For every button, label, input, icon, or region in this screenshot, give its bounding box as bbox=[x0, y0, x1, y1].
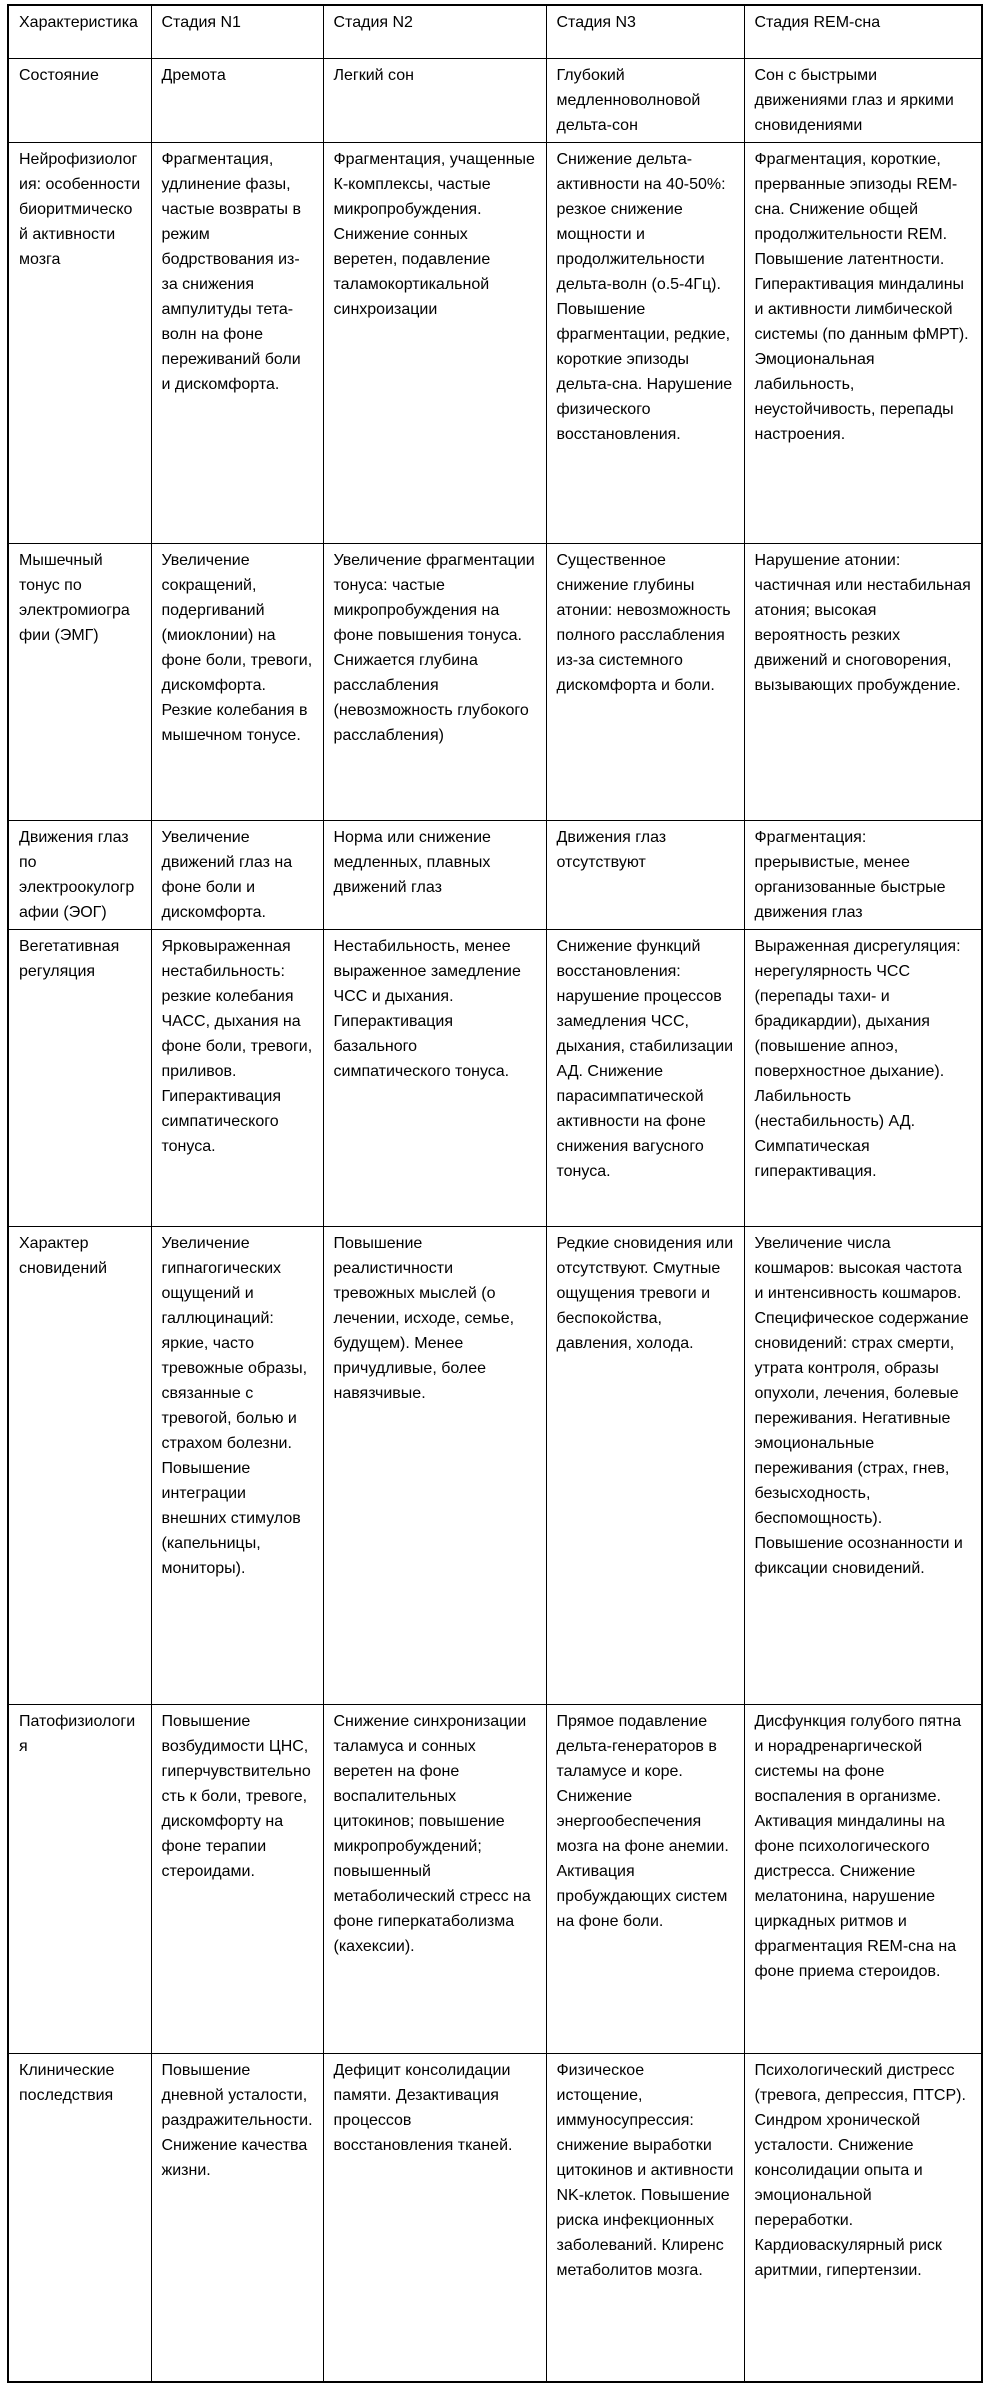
table-cell: Нарушение атонии: частичная или нестабильная атония; высокая вероятность резких движений и сноговорения, вызывающих пробуждение. bbox=[744, 543, 982, 820]
table-cell: Норма или снижение медленных, плавных движений глаз bbox=[323, 820, 546, 929]
table-cell: Увеличение числа кошмаров: высокая частота и интенсивность кошмаров. Специфическое содержание сновидений: страх смерти, утрата контроля, образы опухоли, лечения, болевые переживания. Негативные эмоциональные переживания (страх, гнев, безысходность, беспомощность). Повышение осознанности и фиксации сновидений. bbox=[744, 1226, 982, 1704]
row-label: Характер сновидений bbox=[8, 1226, 151, 1704]
row-label: Движения глаз по электроокулографии (ЭОГ) bbox=[8, 820, 151, 929]
column-header: Характеристика bbox=[8, 5, 151, 58]
table-row bbox=[8, 142, 982, 543]
table-cell: Повышение реалистичности тревожных мыслей (о лечении, исходе, семье, будущем). Менее причудливые, более навязчивые. bbox=[323, 1226, 546, 1704]
table-cell: Движения глаз отсутствуют bbox=[546, 820, 744, 929]
table-row bbox=[8, 820, 982, 929]
table-cell: Существенное снижение глубины атонии: невозможность полного расслабления из-за системного дискомфорта и боли. bbox=[546, 543, 744, 820]
table-row bbox=[8, 1226, 982, 1704]
table-cell: Дремота bbox=[151, 58, 323, 142]
table-cell: Легкий сон bbox=[323, 58, 546, 142]
row-label: Нейрофизиология: особенности биоритмической активности мозга bbox=[8, 142, 151, 543]
table-cell: Дисфункция голубого пятна и норадренаргической системы на фоне воспаления в организме. Активация миндалины на фоне психологического дистресса. Снижение мелатонина, нарушение циркадных ритмов и фрагментация REM-сна на фоне приема стероидов. bbox=[744, 1704, 982, 2053]
table-cell: Увеличение сокращений, подергиваний (миоклонии) на фоне боли, тревоги, дискомфорта. Резкие колебания в мышечном тонусе. bbox=[151, 543, 323, 820]
table-cell: Выраженная дисрегуляция: нерегулярность ЧСС (перепады тахи- и брадикардии), дыхания (повышение апноэ, поверхностное дыхание). Лабильность (нестабильность) АД. Симпатическая гиперактивация. bbox=[744, 929, 982, 1226]
table-cell: Физическое истощение, иммуносупрессия: снижение выработки цитокинов и активности NK-клеток. Повышение риска инфекционных заболеваний. Клиренс метаболитов мозга. bbox=[546, 2053, 744, 2382]
table-cell: Фрагментация, короткие, прерванные эпизоды REM- сна. Снижение общей продолжительности REM. Повышение латентности. Гиперактивация миндалины и активности лимбической системы (по данным фМРТ). Эмоциональная лабильность, неустойчивость, перепады настроения. bbox=[744, 142, 982, 543]
table-cell: Фрагментация: прерывистые, менее организованные быстрые движения глаз bbox=[744, 820, 982, 929]
column-header: Стадия N2 bbox=[323, 5, 546, 58]
table-row bbox=[8, 543, 982, 820]
table-header-row bbox=[8, 5, 982, 58]
table-row bbox=[8, 2053, 982, 2382]
table-cell: Фрагментация, учащенные К-комплексы, частые микропробуждения. Снижение сонных веретен, подавление таламокортикальной синхроизации bbox=[323, 142, 546, 543]
table-cell: Повышение дневной усталости, раздражительности. Снижение качества жизни. bbox=[151, 2053, 323, 2382]
table-cell: Снижение дельта-активности на 40-50%: резкое снижение мощности и продолжительности дельта-волн (о.5-4Гц). Повышение фрагментации, редкие, короткие эпизоды дельта-сна. Нарушение физического восстановления. bbox=[546, 142, 744, 543]
table-cell: Глубокий медленноволновой дельта-сон bbox=[546, 58, 744, 142]
row-label: Клинические последствия bbox=[8, 2053, 151, 2382]
table-cell: Нестабильность, менее выраженное замедление ЧСС и дыхания. Гиперактивация базального симпатического тонуса. bbox=[323, 929, 546, 1226]
table-cell: Фрагментация, удлинение фазы, частые возвраты в режим бодрствования из-за снижения ампулитуды тета-волн на фоне переживаний боли и дискомфорта. bbox=[151, 142, 323, 543]
row-label: Мышечный тонус по электромиографии (ЭМГ) bbox=[8, 543, 151, 820]
row-label: Патофизиология bbox=[8, 1704, 151, 2053]
table-cell: Редкие сновидения или отсутствуют. Смутные ощущения тревоги и беспокойства, давления, холода. bbox=[546, 1226, 744, 1704]
table-cell: Снижение синхронизации таламуса и сонных веретен на фоне воспалительных цитокинов; повышение микропробуждений; повышенный метаболический стресс на фоне гиперкатаболизма (кахексии). bbox=[323, 1704, 546, 2053]
column-header: Стадия N1 bbox=[151, 5, 323, 58]
table-row bbox=[8, 929, 982, 1226]
sleep-stages-table bbox=[7, 4, 983, 2383]
column-header: Стадия REM-сна bbox=[744, 5, 982, 58]
column-header: Стадия N3 bbox=[546, 5, 744, 58]
table-cell: Психологический дистресс (тревога, депрессия, ПТСР). Синдром хронической усталости. Снижение консолидации опыта и эмоциональной переработки. Кардиоваскулярный риск аритмии, гипертензии. bbox=[744, 2053, 982, 2382]
row-label: Состояние bbox=[8, 58, 151, 142]
table-row bbox=[8, 58, 982, 142]
table-cell: Увеличение фрагментации тонуса: частые микропробуждения на фоне повышения тонуса. Снижается глубина расслабления (невозможность глубокого расслабления) bbox=[323, 543, 546, 820]
table-cell: Сон с быстрыми движениями глаз и яркими сновидениями bbox=[744, 58, 982, 142]
table-cell: Увеличение гипнагогических ощущений и галлюцинаций: яркие, часто тревожные образы, связанные с тревогой, болью и страхом болезни. Повышение интеграции внешних стимулов (капельницы, мониторы). bbox=[151, 1226, 323, 1704]
row-label: Вегетативная регуляция bbox=[8, 929, 151, 1226]
table-cell: Увеличение движений глаз на фоне боли и дискомфорта. bbox=[151, 820, 323, 929]
table-cell: Дефицит консолидации памяти. Дезактивация процессов восстановления тканей. bbox=[323, 2053, 546, 2382]
table-cell: Повышение возбудимости ЦНС, гиперчувствительность к боли, тревоге, дискомфорту на фоне терапии стероидами. bbox=[151, 1704, 323, 2053]
table-row bbox=[8, 1704, 982, 2053]
table-cell: Снижение функций восстановления: нарушение процессов замедления ЧСС, дыхания, стабилизации АД. Снижение парасимпатической активности на фоне снижения вагусного тонуса. bbox=[546, 929, 744, 1226]
table-cell: Ярковыраженная нестабильность: резкие колебания ЧАСС, дыхания на фоне боли, тревоги, приливов. Гиперактивация симпатического тонуса. bbox=[151, 929, 323, 1226]
table-cell: Прямое подавление дельта-генераторов в таламусе и коре. Снижение энергообеспечения мозга на фоне анемии. Активация пробуждающих систем на фоне боли. bbox=[546, 1704, 744, 2053]
